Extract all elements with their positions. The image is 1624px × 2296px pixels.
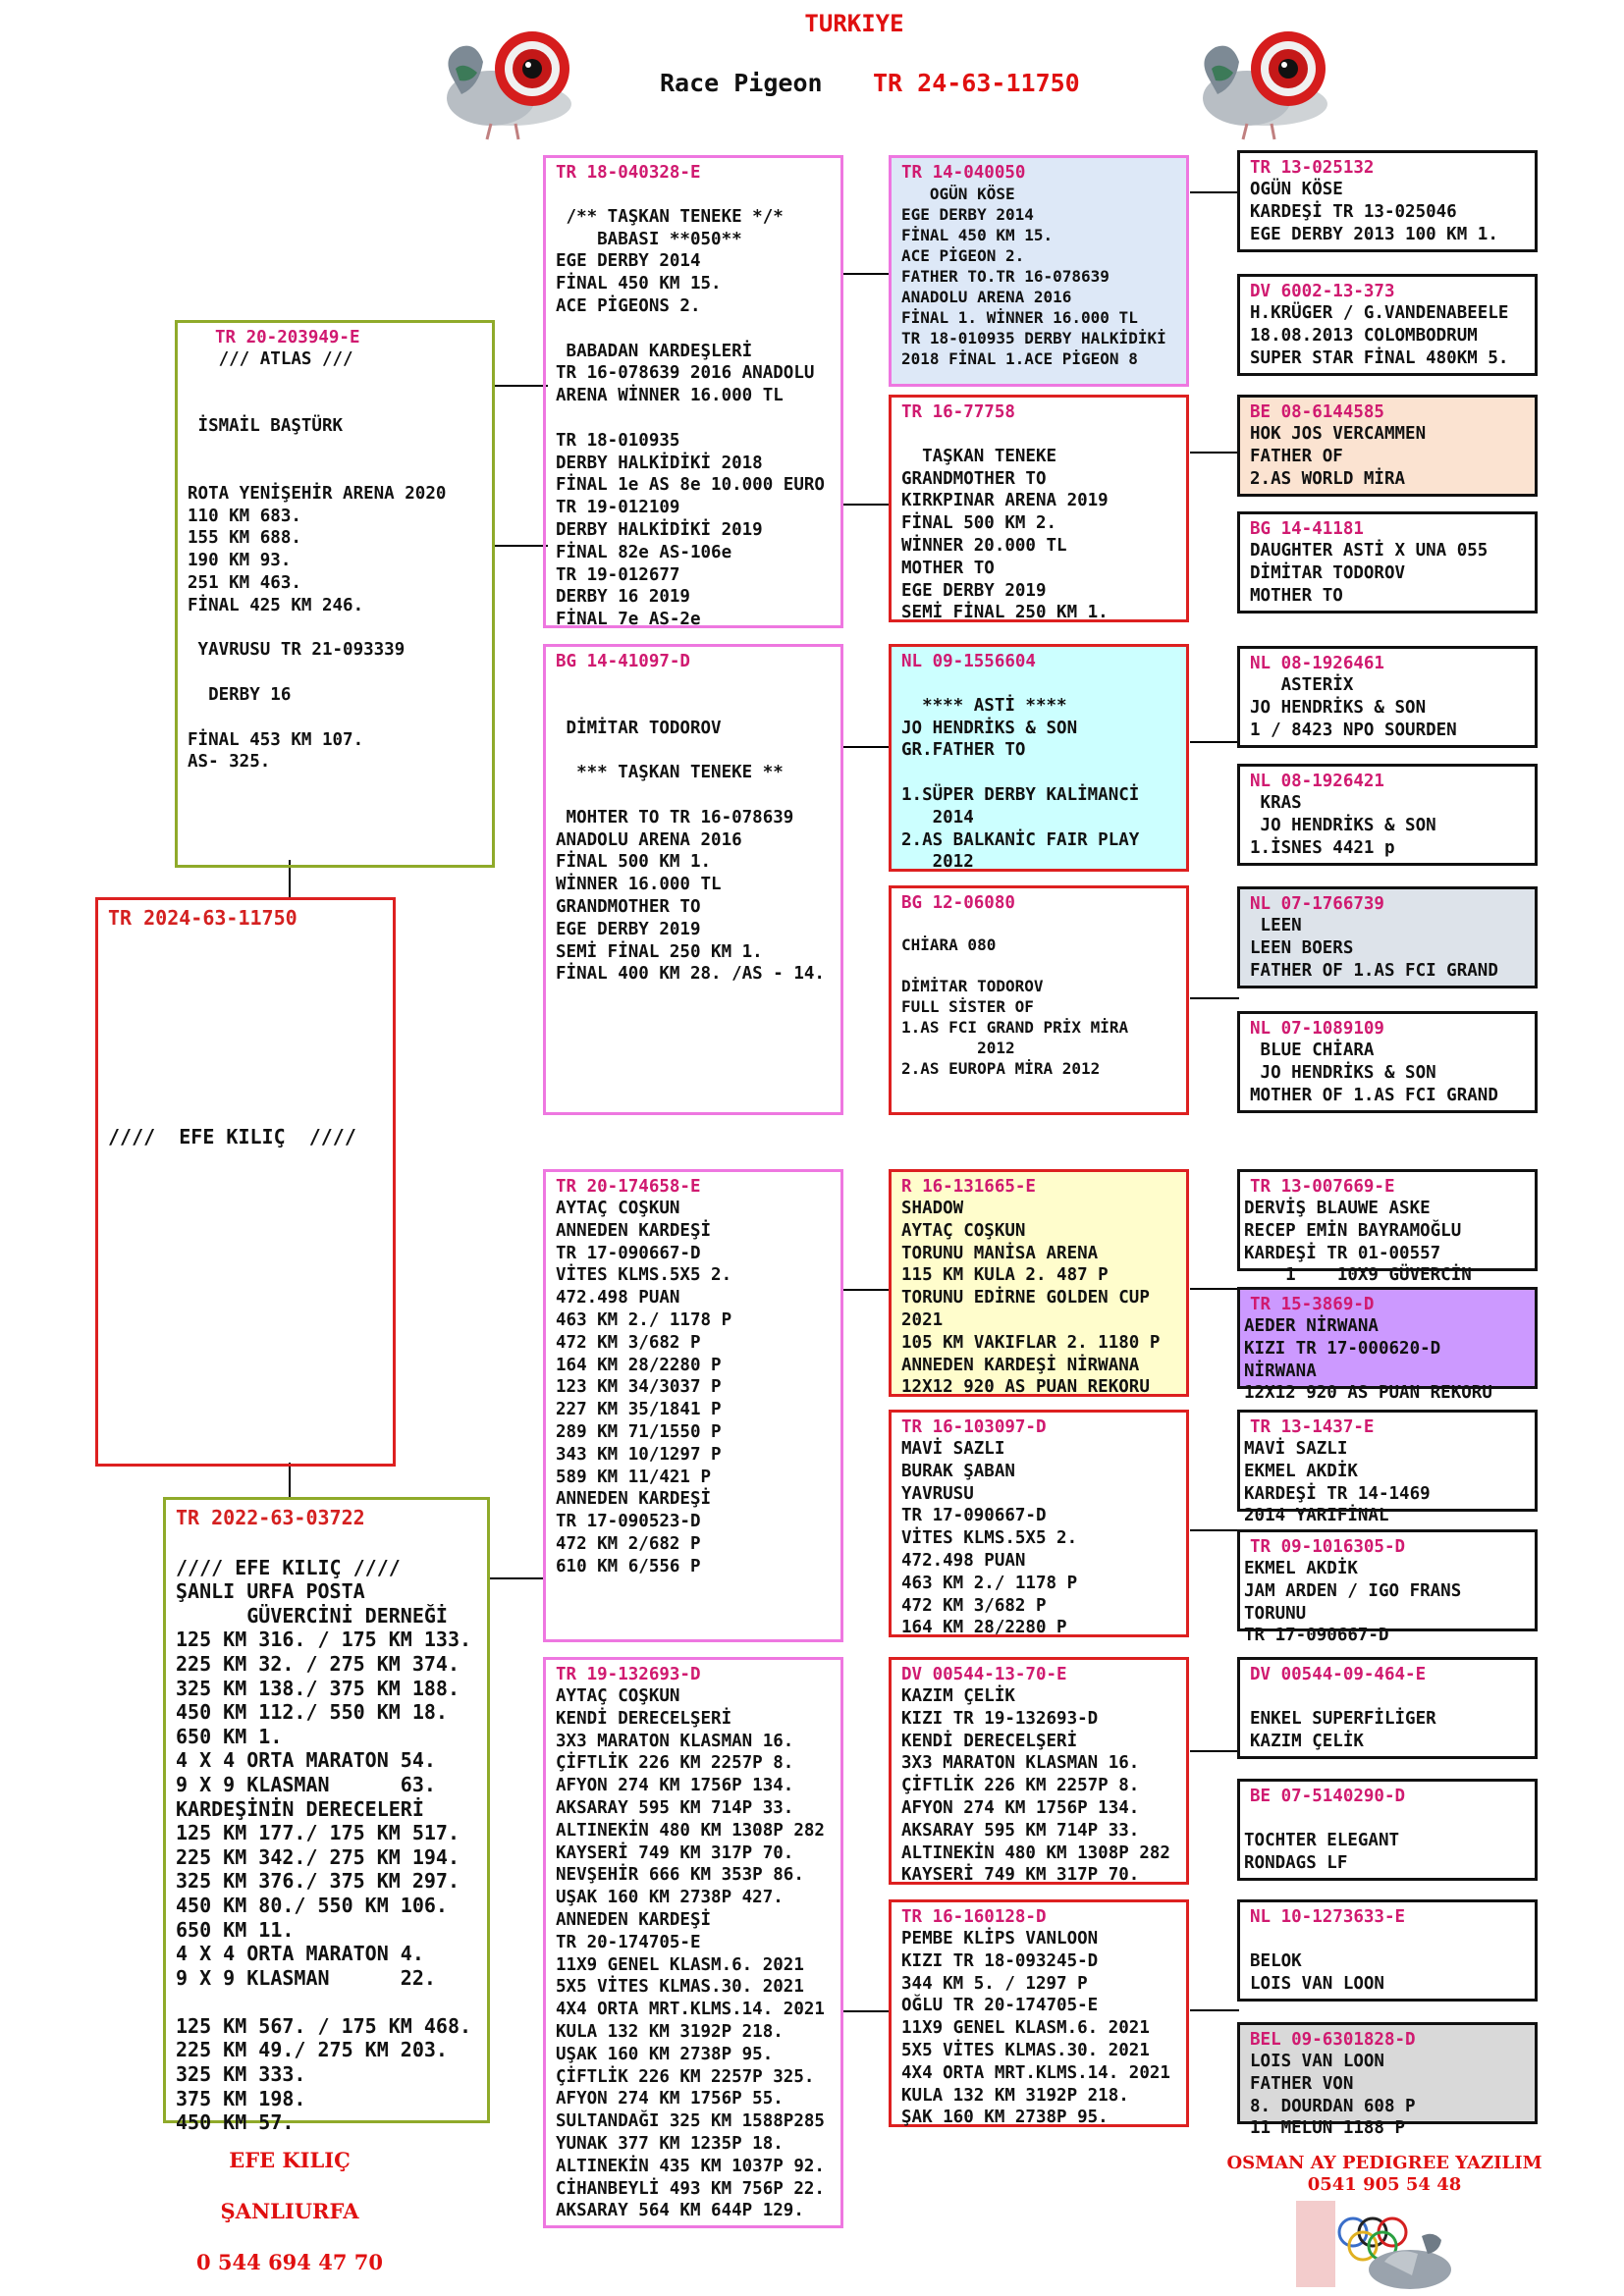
pigeon-icon [422,18,579,140]
ring-number: BG 12-06080 [901,893,1015,913]
connector-line [1190,2009,1239,2011]
connector-line [493,385,548,387]
pigeon-details: OGÜN KÖSE EGE DERBY 2014 FİNAL 450 KM 15. ACE PİGEON 2. FATHER TO.TR 16-078639 ANADOLU ARENA 2016 FİNAL 1. WİNNER 16.000 TL TR 18-010935 DERBY HALKİDİKİ 2018 FİNAL 1.ACE PİGEON 8 [901,185,1166,368]
ring-number: TR 16-77758 [901,402,1015,422]
gen5-card-15 [1237,1899,1538,2002]
gen5-card-2 [1237,274,1538,376]
granddam-maternal-card [543,1657,843,2228]
owner-phone: 0 544 694 47 70 [196,2250,383,2274]
ring-number: NL 08-1926461 [1250,654,1384,673]
gen4-card-1 [889,155,1189,387]
pigeon-details: EKMEL AKDİK JAM ARDEN / IGO FRANS TORUNU TR 17-090667-D [1244,1559,1462,1646]
gen5-card-5 [1237,646,1538,748]
connector-line [1190,997,1239,999]
pigeon-details: KRAS JO HENDRİKS & SON 1.İSNES 4421 p [1250,793,1436,858]
race-ring-number: TR 24-63-11750 [873,69,1080,97]
pigeon-details: MAVİ SAZLI BURAK ŞABAN YAVRUSU TR 17-090667-D VİTES KLMS.5X5 2. 472.498 PUAN 463 KM 2./ 1178 P 472 KM 3/682 P 164 KM 28/2280 P [901,1439,1078,1638]
ring-number: DV 00544-13-70-E [901,1665,1067,1684]
ring-number: BG 14-41181 [1250,519,1364,539]
gen4-card-5 [889,1169,1189,1397]
ring-number: NL 10-1273633-E [1250,1907,1406,1927]
ring-number: TR 2022-63-03722 [176,1506,365,1529]
granddam-paternal-card [543,644,843,1115]
ring-number: BG 14-41097-D [556,652,690,671]
ring-number: NL 08-1926421 [1250,772,1384,791]
ring-number: TR 16-103097-D [901,1417,1047,1437]
connector-line [841,2010,889,2012]
grandsire-paternal-card [543,155,843,628]
ring-number: R 16-131665-E [901,1177,1036,1197]
gen4-card-8 [889,1899,1189,2127]
connector-line [1190,1750,1239,1752]
gen4-card-2 [889,395,1189,622]
pigeon-details: DAUGHTER ASTİ X UNA 055 DİMİTAR TODOROV MOTHER TO [1250,541,1489,606]
connector-line [1190,1529,1239,1531]
gen5-card-11 [1237,1410,1538,1526]
pigeon-details: SHADOW AYTAÇ COŞKUN TORUNU MANİSA ARENA 115 KM KULA 2. 487 P TORUNU EDİRNE GOLDEN CUP 2021 105 KM VAKIFLAR 2. 1180 P ANNEDEN KARDEŞİ NİRWANA 12X12 920 AS PUAN REKORU [901,1199,1161,1398]
pigeon-details: AEDER NİRWANA KIZI TR 17-000620-D NİRWANA 12X12 920 AS PUAN REKORU [1244,1316,1492,1404]
connector-line [841,273,889,275]
dam-card [163,1497,490,2135]
gen5-card-13 [1237,1657,1538,1759]
gen5-card-6 [1237,764,1538,866]
connector-line [1190,191,1239,193]
owner-city: ŞANLIURFA [220,2199,359,2223]
ring-number: DV 6002-13-373 [1250,282,1395,301]
ring-number: TR 18-040328-E [556,163,701,183]
connector-line [1190,1288,1239,1290]
ring-number: TR 20-203949-E [215,328,360,347]
gen4-card-6 [889,1410,1189,1637]
gen5-card-3 [1237,395,1538,497]
grandsire-maternal-card [543,1169,843,1642]
race-label: Race Pigeon [660,69,823,97]
connector-line [490,1577,543,1579]
gen4-card-7 [889,1657,1189,1885]
gen4-card-4 [889,885,1189,1115]
pigeon-details: AYTAÇ COŞKUN ANNEDEN KARDEŞİ TR 17-090667-D VİTES KLMS.5X5 2. 472.498 PUAN 463 KM 2./ 1178 P 472 KM 3/682 P 164 KM 28/2280 P 123 KM 34/3037 P 227 KM 35/1841 P 289 KM 71/1550 P 343 KM 10/1297 P 589 KM 11/421 P ANNEDEN KARDEŞİ TR 17-090523-D 472 KM 2/682 P 610 KM 6/556 P [556,1199,732,1576]
pigeon-details: TOCHTER ELEGANT RONDAGS LF [1244,1830,1400,1873]
connector-line [1190,741,1239,743]
ring-number: NL 09-1556604 [901,652,1036,671]
ring-number: TR 20-174658-E [556,1177,701,1197]
pigeon-details: DERVİŞ BLAUWE ASKE RECEP EMİN BAYRAMOĞLU KARDEŞİ TR 01-00557 1 10X9 GÜVERCİN [1244,1199,1472,1286]
pigeon-details: OGÜN KÖSE KARDEŞİ TR 13-025046 EGE DERBY 2013 100 KM 1. [1250,180,1498,244]
pigeon-details: BELOK LOIS VAN LOON [1250,1950,1384,1994]
ring-number: TR 19-132693-D [556,1665,701,1684]
pigeon-details: KAZIM ÇELİK KIZI TR 19-132693-D KENDİ DERECELŞERİ 3X3 MARATON KLASMAN 16. ÇİFTLİK 226 KM 2257P 8. AFYON 274 KM 1756P 134. AKSARAY 595 KM 714P 33. ALTINEKİN 480 KM 1308P 282 KAYSERİ 749 KM 317P 70. [901,1686,1170,1886]
ring-number: TR 16-160128-D [901,1907,1047,1927]
connector-line [841,746,889,748]
country-title: TURKIYE [804,10,904,37]
gen5-card-16 [1237,2022,1538,2139]
ring-number: BEL 09-6301828-D [1250,2030,1416,2050]
ring-number: BE 08-6144585 [1250,402,1384,422]
ring-number: TR 13-025132 [1250,158,1375,178]
pigeon-details: ASTERİX JO HENDRİKS & SON 1 / 8423 NPO SOURDEN [1250,675,1457,740]
pigeon-details: /** TAŞKAN TENEKE */* BABASI **050** EGE DERBY 2014 FİNAL 450 KM 15. ACE PİGEONS 2. BABADAN KARDEŞLERİ TR 16-078639 2016 ANADOLU ARENA WİNNER 16.000 TL TR 18-010935 DERBY HALKİDİKİ 2018 FİNAL 1e AS 8e 10.000 EURO TR 19-012109 DERBY HALKİDİKİ 2019 FİNAL 82e AS-106e TR 19-012677 DERBY 16 2019 FİNAL 7e AS-2e [556,206,825,630]
connector-line [841,504,889,506]
pigeon-details: AYTAÇ COŞKUN KENDİ DERECELŞERİ 3X3 MARATON KLASMAN 16. ÇİFTLİK 226 KM 2257P 8. AFYON 274 KM 1756P 134. AKSARAY 595 KM 714P 33. ALTINEKİN 480 KM 1308P 282 KAYSERİ 749 KM 317P 70. NEVŞEHİR 666 KM 353P 86. UŞAK 160 KM 2738P 427. ANNEDEN KARDEŞİ TR 20-174705-E 11X9 GENEL KLASM.6. 2021 5X5 VİTES KLMAS.30. 2021 4X4 ORTA MRT.KLMS.14. 2021 KULA 132 KM 3192P 218. UŞAK 160 KM 2738P 95. ÇİFTLİK 226 KM 2257P 325. AFYON 274 KM 1756P 55. SULTANDAĞI 325 KM 1588P285 YUNAK 377 KM 1235P 18. ALTINEKİN 435 KM 1037P 92. CİHANBEYLİ 493 KM 756P 22. AKSARAY 564 KM 644P 129. [556,1686,825,2221]
gen5-card-7 [1237,886,1538,988]
ring-number: TR 14-040050 [901,163,1026,183]
gen5-card-10 [1237,1287,1538,1404]
pigeon-details: **** ASTİ **** JO HENDRİKS & SON GR.FATHER TO 1.SÜPER DERBY KALİMANCİ 2014 2.AS BALKANİC FAIR PLAY 2012 [901,695,1140,873]
gen5-card-1 [1237,150,1538,252]
sire-card [175,320,495,868]
pigeon-details: LEEN LEEN BOERS FATHER OF 1.AS FCI GRAND [1250,916,1498,981]
ring-number: NL 07-1089109 [1250,1019,1384,1039]
pigeon-details: MAVİ SAZLI EKMEL AKDİK KARDEŞİ TR 14-1469 2014 YARIFİNAL [1244,1439,1431,1526]
pigeon-details: //// EFE KILIÇ //// [108,1124,356,1148]
ring-number: BE 07-5140290-D [1250,1787,1406,1806]
ring-number: NL 07-1766739 [1250,894,1384,914]
connector-line [1190,452,1239,454]
owner-name: EFE KILIÇ [229,2148,351,2172]
ring-number: TR 15-3869-D [1250,1295,1375,1314]
pigeon-details: CHİARA 080 DİMİTAR TODOROV FULL SİSTER OF 1.AS FCI GRAND PRİX MİRA 2012 2.AS EUROPA MİRA 2012 [901,935,1129,1078]
ring-number: DV 00544-09-464-E [1250,1665,1427,1684]
ring-number: TR 2024-63-11750 [108,906,298,930]
gen5-card-4 [1237,511,1538,614]
pigeon-details: HOK JOS VERCAMMEN FATHER OF 2.AS WORLD MİRA [1250,424,1427,489]
gen5-card-9 [1237,1169,1538,1286]
pigeon-details: PEMBE KLİPS VANLOON KIZI TR 18-093245-D 344 KM 5. / 1297 P OĞLU TR 20-174705-E 11X9 GENEL KLASM.6. 2021 5X5 VİTES KLMAS.30. 2021 4X4 ORTA MRT.KLMS.14. 2021 KULA 132 KM 3192P 218. ŞAK 160 KM 2738P 95. [901,1929,1170,2128]
subject-pigeon-card [95,897,396,1467]
pigeon-icon [1178,18,1335,140]
ring-number: TR 13-1437-E [1250,1417,1375,1437]
pigeon-details: ENKEL SUPERFİLİGER KAZIM ÇELİK [1250,1708,1436,1751]
pigeon-details: LOIS VAN LOON FATHER VON 8. DOURDAN 608 P 11 MELUN 1188 P [1250,2052,1416,2139]
gen5-card-12 [1237,1529,1538,1646]
pigeon-details: TAŞKAN TENEKE GRANDMOTHER TO KIRKPINAR ARENA 2019 FİNAL 500 KM 2. WİNNER 20.000 TL MOTHER TO EGE DERBY 2019 SEMİ FİNAL 250 KM 1. [901,446,1109,623]
gen4-card-3 [889,644,1189,872]
gen5-card-14 [1237,1779,1538,1881]
pigeon-details: BLUE CHİARA JO HENDRİKS & SON MOTHER OF 1.AS FCI GRAND [1250,1041,1498,1105]
connector-line [289,1463,291,1500]
pigeon-details: DİMİTAR TODOROV *** TAŞKAN TENEKE ** MOHTER TO TR 16-078639 ANADOLU ARENA 2016 FİNAL 500 KM 1. WİNNER 16.000 TL GRANDMOTHER TO EGE DERBY 2019 SEMİ FİNAL 250 KM 1. FİNAL 400 KM 28. /AS - 14. [556,718,825,985]
pigeon-details: /// ATLAS /// İSMAİL BAŞTÜRK ROTA YENİŞEHİR ARENA 2020 110 KM 683. 155 KM 688. 190 KM 93. 251 KM 463. FİNAL 425 KM 246. YAVRUSU TR 21-093339 DERBY 16 FİNAL 453 KM 107. AS- 325. [188,349,447,773]
connector-line [841,1289,889,1291]
ring-number: TR 13-007669-E [1250,1177,1395,1197]
pigeon-icon [1294,2197,1461,2293]
connector-line [493,545,548,547]
software-brand: OSMAN AY PEDIGREE YAZILIM [1226,2153,1543,2173]
gen5-card-8 [1237,1011,1538,1113]
software-phone: 0541 905 54 48 [1307,2174,1462,2195]
ring-number: TR 09-1016305-D [1250,1537,1406,1557]
pigeon-details: H.KRÜGER / G.VANDENABEELE 18.08.2013 COLOMBODRUM SUPER STAR FİNAL 480KM 5. [1250,303,1509,368]
pigeon-details: //// EFE KILIÇ //// ŞANLI URFA POSTA GÜVERCİNİ DERNEĞİ 125 KM 316. / 175 KM 133. 225 KM 32. / 275 KM 374. 325 KM 138./ 375 KM 188. 450 KM 112./ 550 KM 18. 650 KM 1. 4 X 4 ORTA MARATON 54. 9 X 9 KLASMAN 63. KARDEŞİNİN DERECELERİ 125 KM 177./ 175 KM 517. 225 KM 342./ 275 KM 194. 325 KM 376./ 375 KM 297. 450 KM 80./ 550 KM 106. 650 KM 11. 4 X 4 ORTA MARATON 4. 9 X 9 KLASMAN 22. 125 KM 567. / 175 KM 468. 225 KM 49./ 275 KM 203. 325 KM 333. 375 KM 198. 450 KM 57. [176,1555,472,2135]
